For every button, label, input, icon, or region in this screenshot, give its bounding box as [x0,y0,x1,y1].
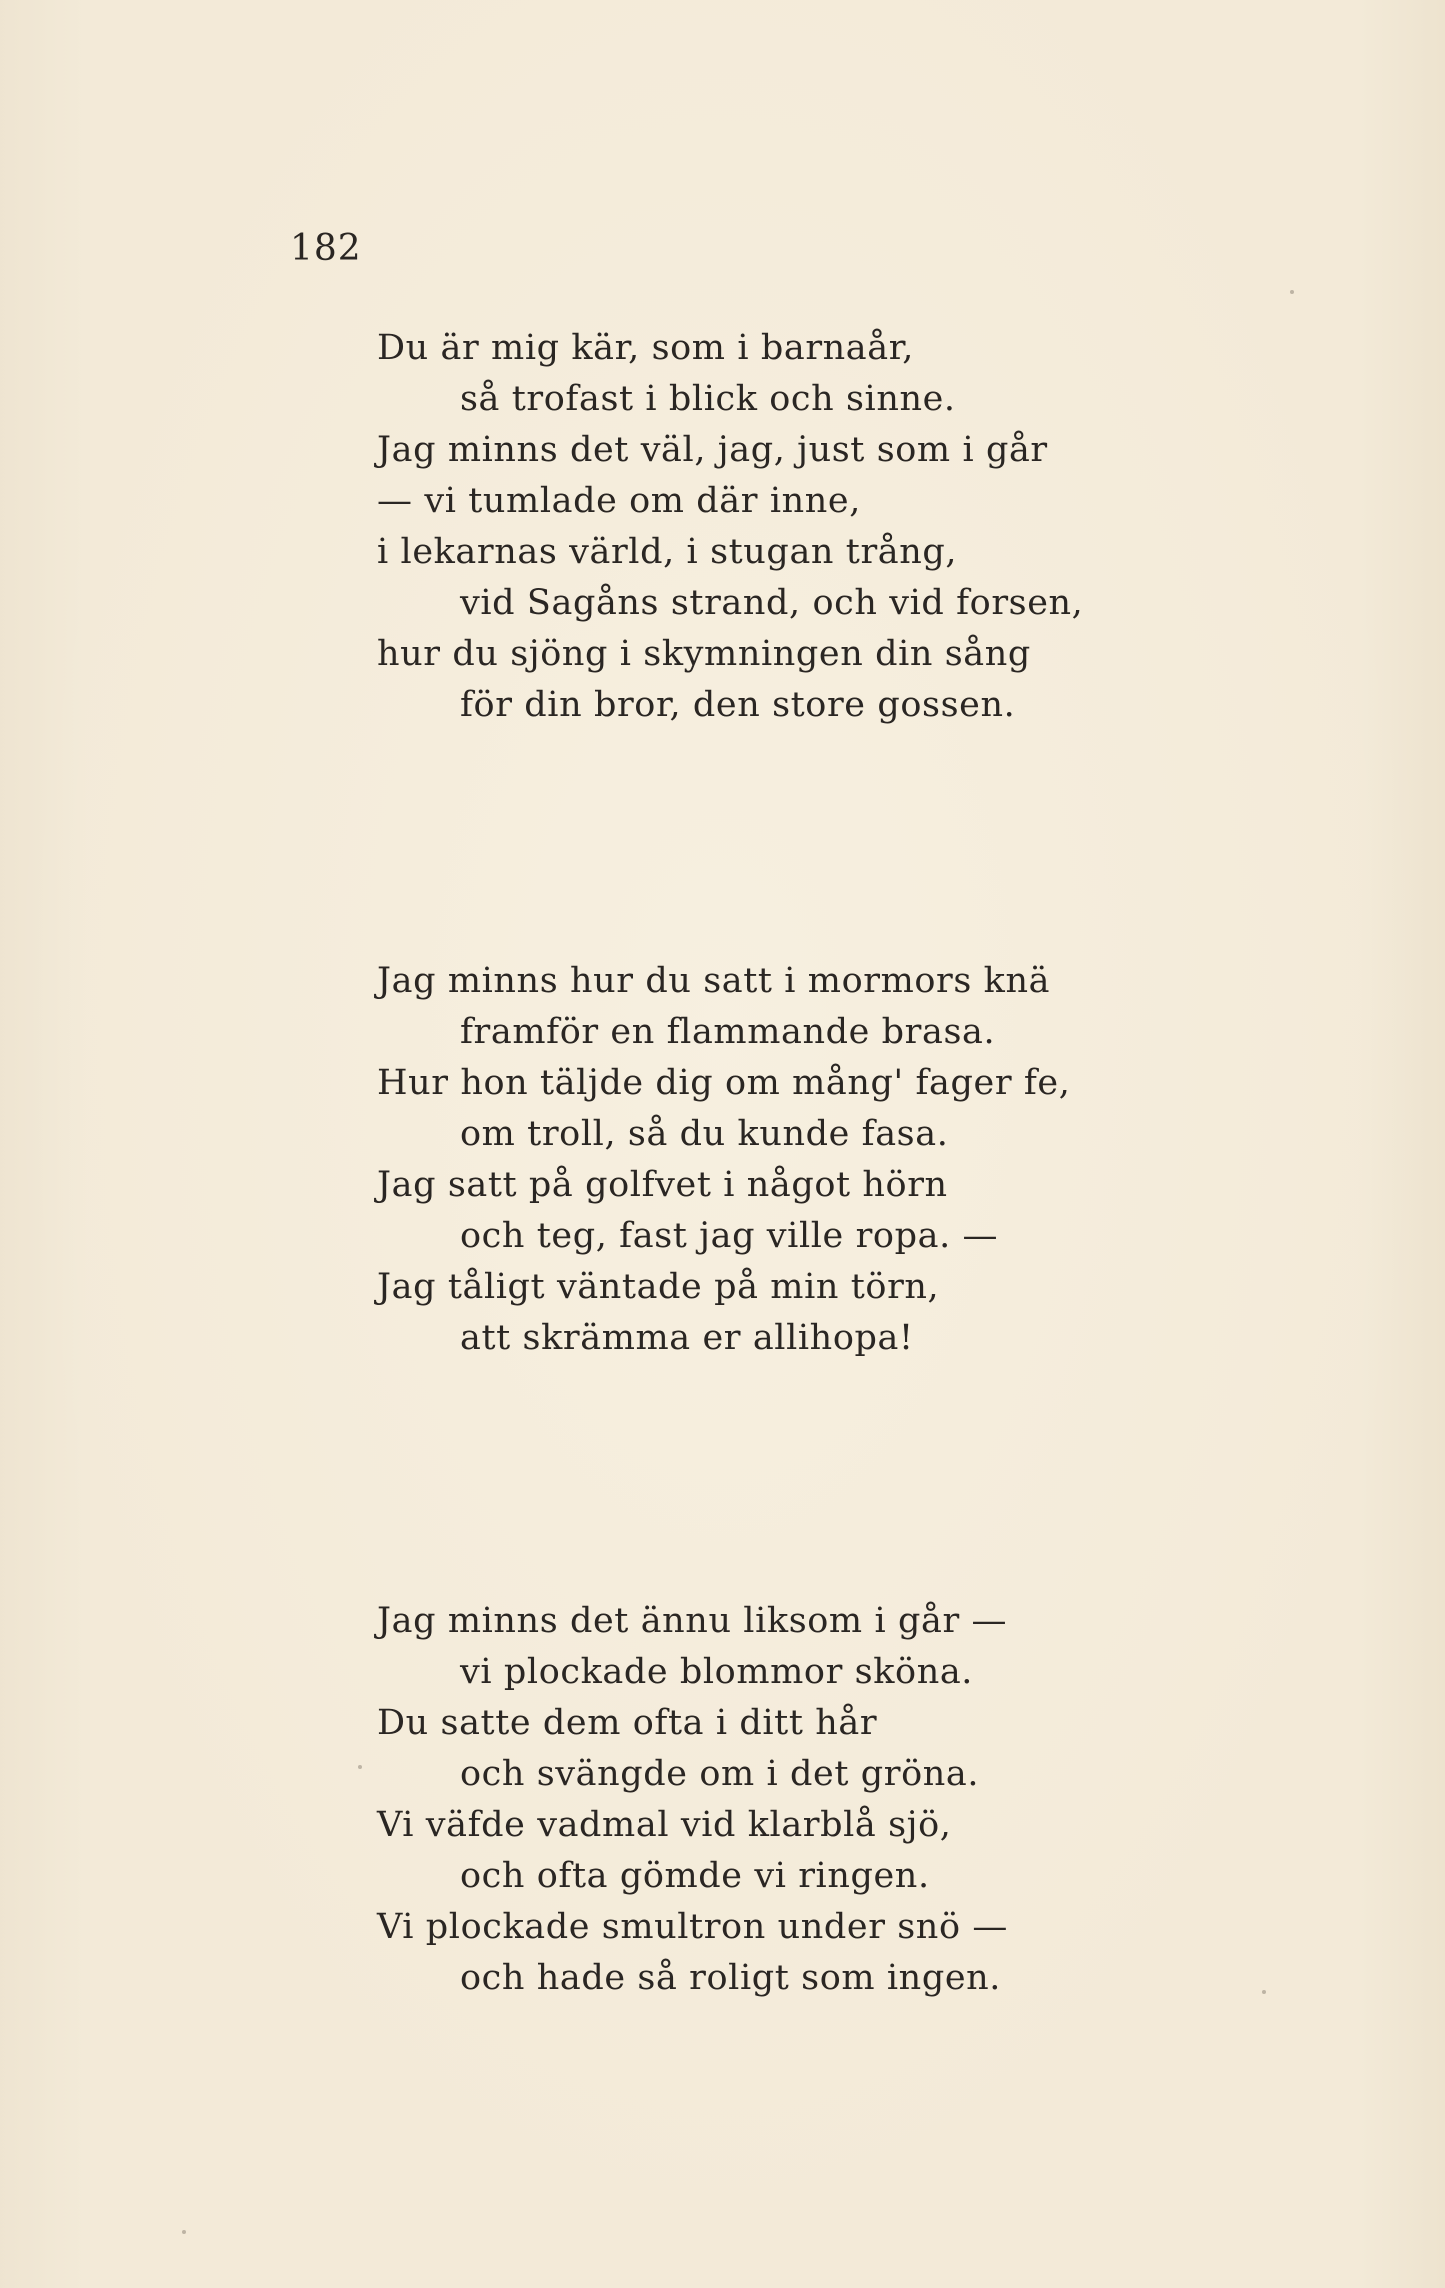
poem-line: Jag satt på golfvet i något hörn [377,1165,948,1205]
poem-line: Jag minns hur du satt i mormors knä [377,961,1051,1001]
poem-line: och teg, fast jag ville ropa. — [460,1216,999,1256]
poem-line: framför en flammande brasa. [460,1012,996,1052]
poem-line: vi plockade blommor sköna. [460,1652,974,1692]
poem-line: Jag minns det väl, jag, just som i går [377,430,1048,470]
poem-line: vid Sagåns strand, och vid forsen, [460,583,1084,623]
poem-stanza [377,1596,1008,2004]
poem-line: Hur hon täljde dig om mång' fager fe, [377,1063,1071,1103]
page-number: 182 [290,228,362,269]
poem-stanza [377,956,1070,1364]
poem-line: för din bror, den store gossen. [460,685,1016,725]
poem-line: i lekarnas värld, i stugan trång, [377,532,958,572]
poem-line: och ofta gömde vi ringen. [460,1856,930,1896]
paper-speck [1262,1990,1266,1994]
poem-line: och svängde om i det gröna. [460,1754,980,1794]
poem-line: om troll, så du kunde fasa. [460,1114,949,1154]
poem-line: Du satte dem ofta i ditt hår [377,1703,878,1743]
poem-line: — vi tumlade om där inne, [377,481,861,521]
poem-line: Vi väfde vadmal vid klarblå sjö, [377,1805,952,1845]
poem-line: Vi plockade smultron under snö — [377,1907,1008,1947]
poem-line: Jag tåligt väntade på min törn, [377,1267,940,1307]
poem-line: Jag minns det ännu liksom i går — [377,1601,1008,1641]
poem-line: Du är mig kär, som i barnaår, [377,328,914,368]
poem-line: att skrämma er allihopa! [460,1318,914,1358]
poem-line: så trofast i blick och sinne. [460,379,956,419]
paper-speck [358,1765,362,1769]
paper-speck [1290,290,1294,294]
poem-line: hur du sjöng i skymningen din sång [377,634,1031,674]
poem-stanza [377,323,1083,731]
paper-speck [182,2230,186,2234]
poem-line: och hade så roligt som ingen. [460,1958,1001,1998]
